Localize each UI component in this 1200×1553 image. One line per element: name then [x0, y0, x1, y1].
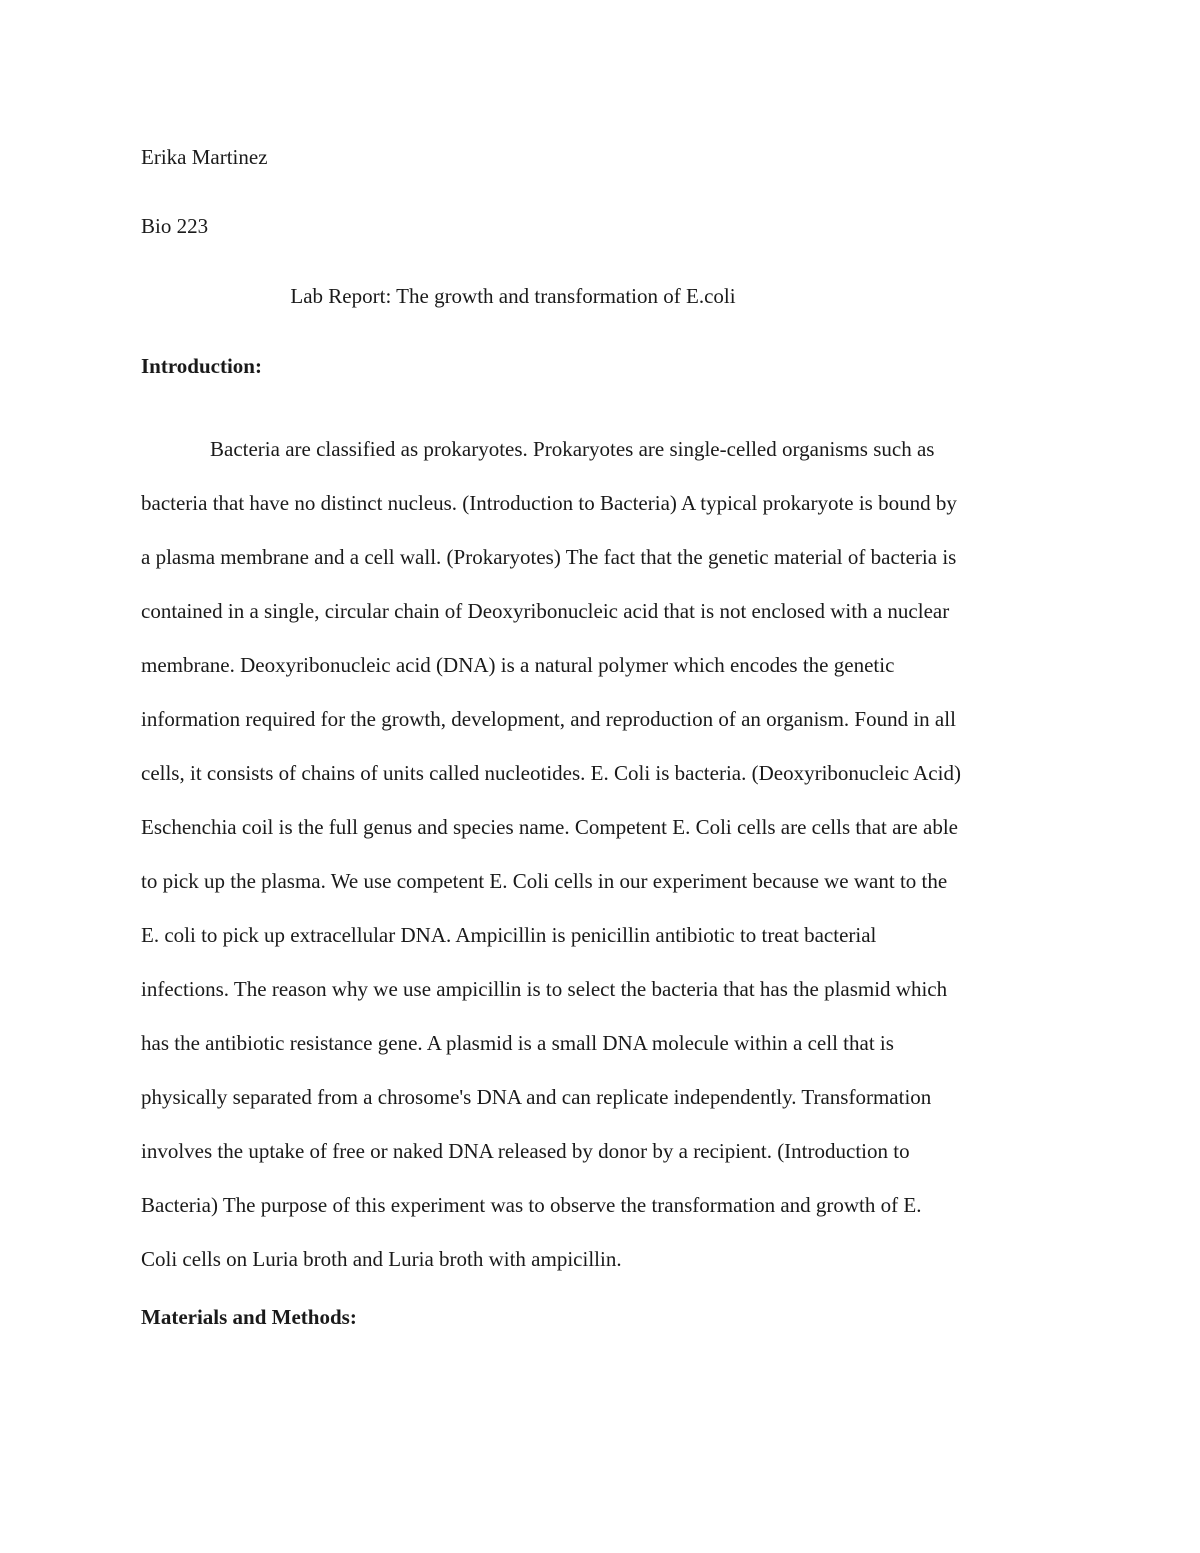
paragraph-line: involves the uptake of free or naked DNA released by donor by a recipient. (Introduction to [141, 1139, 910, 1163]
paragraph-line: physically separated from a chrosome's DNA and can replicate independently. Transformation [141, 1085, 932, 1109]
paragraph-line: E. coli to pick up extracellular DNA. Ampicillin is penicillin antibiotic to treat bacterial [141, 923, 877, 947]
course-name: Bio 223 [141, 214, 209, 238]
paragraph-line: infections. The reason why we use ampicillin is to select the bacteria that has the plasmid which [141, 977, 948, 1001]
paragraph-line: to pick up the plasma. We use competent E. Coli cells in our experiment because we want to the [141, 869, 948, 893]
paragraph-line: Bacteria are classified as prokaryotes. Prokaryotes are single-celled organisms such as [210, 437, 935, 461]
paragraph-line: cells, it consists of chains of units called nucleotides. E. Coli is bacteria. (Deoxyribonucleic Acid) [141, 761, 961, 785]
paragraph-line: information required for the growth, development, and reproduction of an organism. Found in all [141, 707, 956, 731]
paragraph-line: a plasma membrane and a cell wall. (Prokaryotes) The fact that the genetic material of bacteria is [141, 545, 957, 569]
paragraph-line: has the antibiotic resistance gene. A plasmid is a small DNA molecule within a cell that is [141, 1031, 894, 1055]
introduction-paragraph [141, 422, 1061, 1286]
introduction-heading: Introduction: [141, 354, 262, 378]
paragraph-line: Coli cells on Luria broth and Luria broth with ampicillin. [141, 1247, 622, 1271]
report-title: Lab Report: The growth and transformation of E.coli [290, 284, 736, 308]
paragraph-line: Bacteria) The purpose of this experiment was to observe the transformation and growth of E. [141, 1193, 922, 1217]
paragraph-line: Eschenchia coil is the full genus and species name. Competent E. Coli cells are cells that are able [141, 815, 958, 839]
paragraph-line: membrane. Deoxyribonucleic acid (DNA) is a natural polymer which encodes the genetic [141, 653, 895, 677]
materials-methods-heading: Materials and Methods: [141, 1305, 357, 1329]
author-name: Erika Martinez [141, 145, 268, 169]
paragraph-line: contained in a single, circular chain of Deoxyribonucleic acid that is not enclosed with a nuclear [141, 599, 950, 623]
paragraph-line: bacteria that have no distinct nucleus. (Introduction to Bacteria) A typical prokaryote is bound by [141, 491, 957, 515]
